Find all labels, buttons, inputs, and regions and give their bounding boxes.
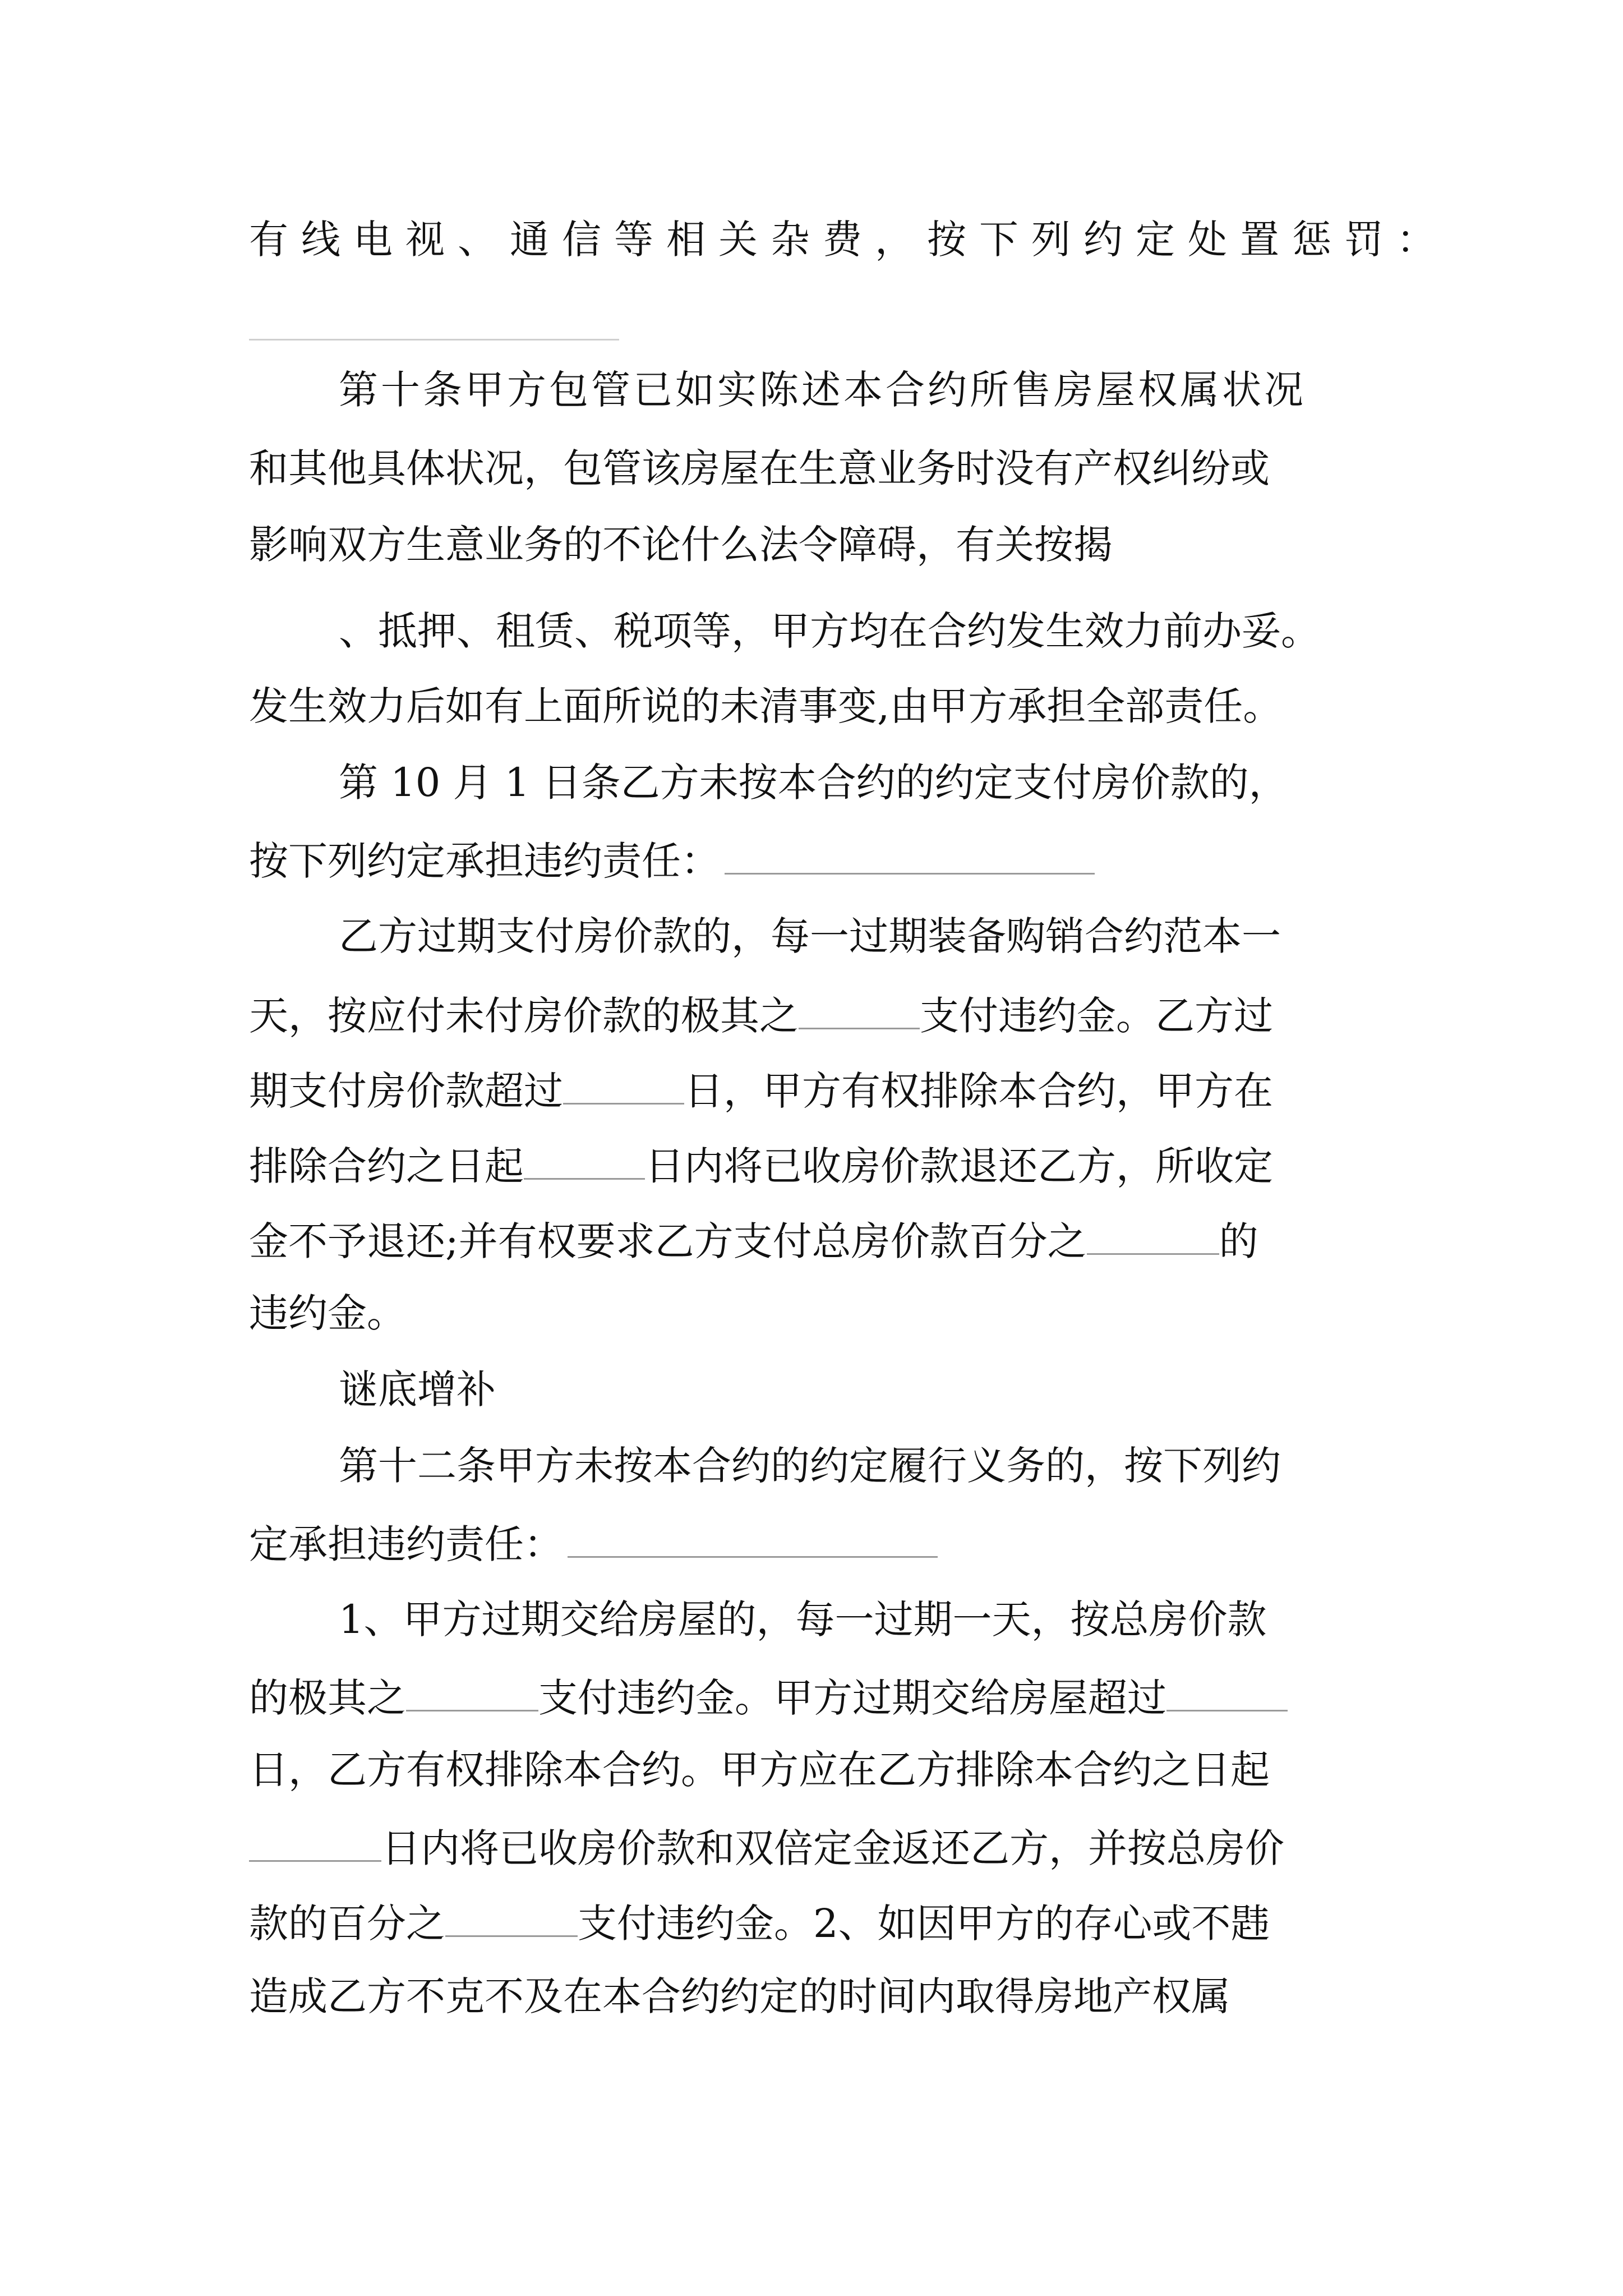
text-line: 第 10 月 1 日条乙方未按本合约的约定支付房价款的， [339,760,1288,806]
fill-blank [1087,1218,1219,1255]
fill-blank [524,1143,645,1180]
fill-blank [249,1825,381,1862]
fill-blank [563,1068,684,1105]
text-line: 第十二条甲方未按本合约的约定履行义务的，按下列约 [339,1443,1281,1489]
text-line: 有线电视、通信等相关杂费，按下列约定处置惩罚： [249,217,1449,263]
blank-rule [249,339,619,341]
text-line: 乙方过期支付房价款的，每一过期装备购销合约范本一 [339,913,1281,959]
text-line: 的极其之 支付违约金。甲方过期交给房屋超过 [249,1675,1288,1718]
text-line: 期支付房价款超过 日，甲方有权排除本合约，甲方在 [249,1068,1273,1114]
text-line: 1、甲方过期交给房屋的，每一过期一天，按总房价款 [339,1596,1267,1642]
text-line: 款的百分之 支付违约金。2、如因甲方的存心或不韪 [249,1901,1270,1947]
text-line: 金不予退还;并有权要求乙方支付总房价款百分之 的 [249,1218,1258,1264]
text-line: 造成乙方不克不及在本合约约定的时间内取得房地产权属 [249,1973,1230,2019]
text-line: 和其他具体状况，包管该房屋在生意业务时没有产权纠纷或 [249,445,1270,491]
text-line: 日内将已收房价款和双倍定金返还乙方，并按总房价 [249,1825,1284,1868]
fill-blank [725,838,1095,875]
fill-blank [406,1675,538,1711]
text-line: 发生效力后如有上面所说的未清事变,由甲方承担全部责任。 [249,683,1283,729]
text-line: 定承担违约责任： [249,1521,938,1564]
text-line: 第十条甲方包管已如实陈述本合约所售房屋权属状况 [339,367,1306,413]
text-line: 天，按应付未付房价款的极其之 支付违约金。乙方过 [249,993,1273,1039]
text-line: 排除合约之日起 日内将已收房价款退还乙方，所收定 [249,1143,1273,1189]
fill-blank [445,1901,578,1937]
section-heading: 谜底增补 [339,1366,496,1412]
text-line: 违约金。 [249,1290,406,1336]
text-line: 按下列约定承担违约责任： [249,838,1095,881]
text-line: 日，乙方有权排除本合约。甲方应在乙方排除本合约之日起 [249,1747,1270,1793]
text-line: 、抵押、租赁、税项等，甲方均在合约发生效力前办妥。 [339,608,1320,654]
fill-blank [1166,1675,1288,1711]
fill-blank [799,993,920,1029]
text-line: 影响双方生意业务的不论什么法令障碍，有关按揭 [249,522,1113,568]
fill-blank [568,1521,938,1558]
